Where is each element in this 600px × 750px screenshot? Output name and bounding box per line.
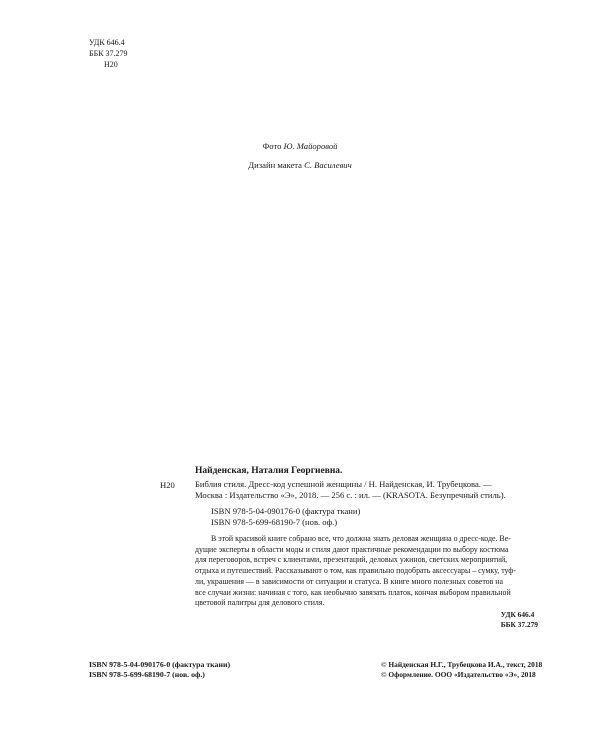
footer-isbn-block	[89, 660, 230, 680]
catalog-classification	[501, 610, 538, 629]
catalog-isbn-line: ISBN 978-5-699-68190-7 (нов. оф.)	[211, 517, 338, 527]
design-credit-prefix: Дизайн макета	[248, 160, 305, 170]
catalog-author-mark: Н20	[160, 480, 175, 490]
top-classification-block	[89, 37, 128, 70]
annotation-line: В этой красивой книге собрано все, что должна знать деловая женщина о дресс-коде. Ве-	[211, 534, 511, 543]
catalog-udk-code: УДК 646.4	[500, 610, 535, 619]
footer-copyright-line: © Оформление. ООО «Издательство «Э», 2018	[381, 670, 536, 679]
top-bbk-code: ББК 37.279	[89, 49, 128, 58]
annotation-line: ли, украшения — в зависимости от ситуации и статуса. В книге много полезных советов на	[195, 576, 504, 586]
annotation-line: цветовой палитры для делового стиля.	[195, 598, 325, 608]
design-credit	[0, 160, 600, 171]
description-line: Библия стиля. Дресс-код успешной женщины / Н. Найденская, И. Трубецкова. —	[195, 479, 492, 489]
photo-credit-name: Ю. Майоровой	[283, 141, 338, 151]
design-credit-name: С. Василевич	[304, 160, 352, 170]
catalog-author-heading: Найденская, Наталия Георгиевна.	[195, 466, 343, 476]
footer-isbn-line: ISBN 978-5-04-090176-0 (фактура ткани)	[89, 660, 231, 669]
top-udk-code: УДК 646.4	[89, 38, 125, 47]
annotation-line: отдыха и путешествий. Рассказывают о том, как правильно подобрать аксессуары – сумку, туф-	[195, 566, 517, 576]
top-author-mark: Н20	[104, 60, 118, 69]
catalog-bbk-code: ББК 37.279	[500, 619, 538, 629]
catalog-isbn-line: ISBN 978-5-04-090176-0 (фактура ткани)	[211, 506, 361, 516]
photo-credit	[0, 141, 600, 152]
catalog-description	[195, 479, 550, 501]
footer-isbn-line: ISBN 978-5-699-68190-7 (нов. оф.)	[89, 670, 205, 679]
footer-copyright-block	[381, 660, 542, 680]
catalog-annotation	[195, 534, 550, 609]
footer-copyright-line: © Найденская Н.Г., Трубецкова И.А., текст, 2018	[381, 660, 543, 669]
photo-credit-prefix: Фото	[262, 141, 284, 151]
annotation-line: дущие эксперты в области моды и стиля дают практичные рекомендации по выбору костюма	[195, 544, 509, 554]
annotation-line: все случаи жизни: начиная с того, как необычно завязать платок, кончая выбором правильной	[195, 587, 511, 597]
catalog-isbn-block	[211, 506, 360, 528]
description-line: Москва : Издательство «Э», 2018. — 256 с. : ил. — (KRASOTA. Безупречный стиль).	[195, 490, 506, 500]
annotation-line: для переговоров, встреч с клиентами, презентаций, деловых ужинов, светских мероприятий,	[195, 555, 508, 565]
